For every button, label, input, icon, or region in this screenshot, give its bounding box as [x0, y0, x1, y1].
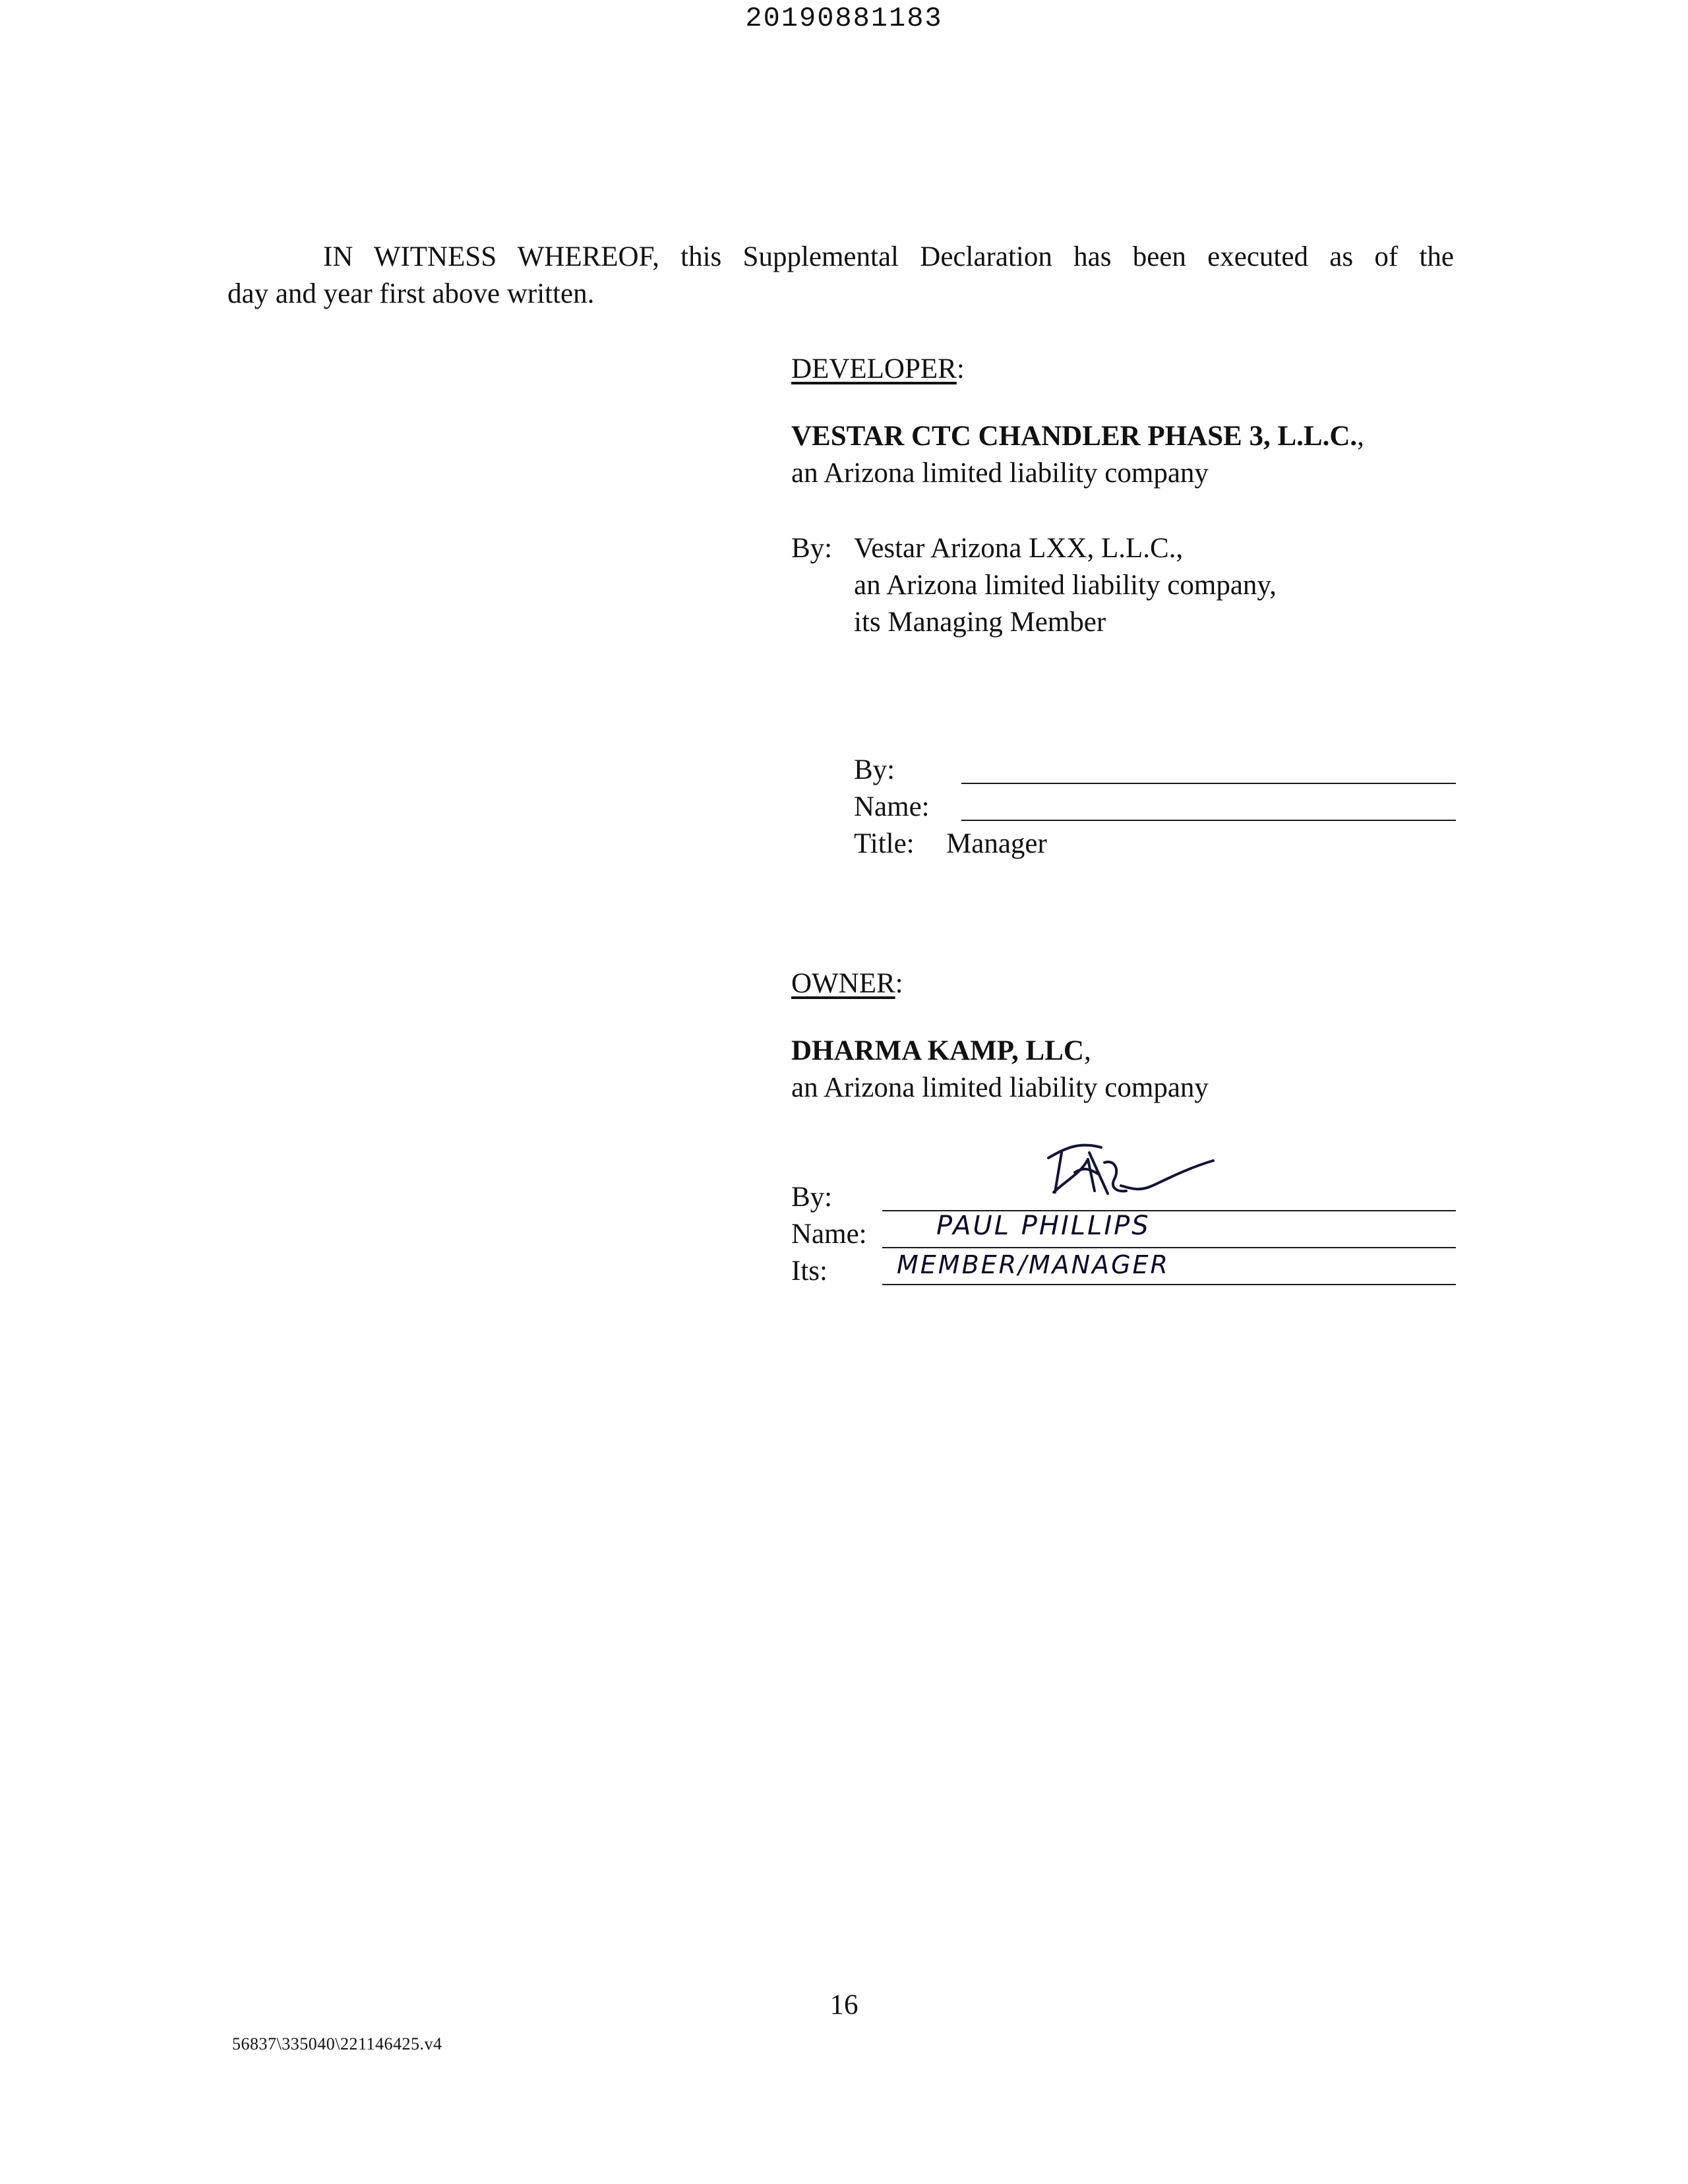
- owner-its-label: Its:: [791, 1256, 828, 1287]
- owner-company-comma: ,: [1083, 1035, 1091, 1066]
- owner-heading-text: OWNER: [791, 968, 895, 999]
- developer-company: [791, 418, 1364, 455]
- owner-company-name: DHARMA KAMP, LLC: [791, 1035, 1084, 1066]
- developer-name-line: [961, 820, 1456, 821]
- developer-member-name: Vestar Arizona LXX, L.L.C.,: [854, 533, 1184, 564]
- witness-clause: [227, 239, 1454, 313]
- owner-name-line: [882, 1247, 1456, 1248]
- witness-line-1: IN WITNESS WHEREOF, this Supplemental Declaration has been executed as of the: [323, 241, 1454, 272]
- developer-company-name: VESTAR CTC CHANDLER PHASE 3, L.L.C.: [791, 421, 1358, 452]
- developer-company-comma: ,: [1357, 421, 1364, 452]
- developer-by-prefix: By:: [791, 533, 833, 564]
- owner-heading: [791, 965, 903, 1002]
- owner-its-line: [882, 1284, 1456, 1285]
- document-id: 56837\335040\221146425.v4: [232, 2034, 442, 2053]
- developer-heading-text: DEVELOPER: [791, 353, 957, 384]
- owner-heading-colon: :: [895, 968, 903, 999]
- developer-member-type: an Arizona limited liability company,: [854, 570, 1277, 601]
- witness-line-2: day and year first above written.: [227, 278, 595, 309]
- developer-member-role: its Managing Member: [854, 607, 1106, 638]
- record-number: 20190881183: [745, 3, 943, 34]
- developer-by-signature-line: [961, 783, 1456, 784]
- owner-name-label: Name:: [791, 1219, 867, 1250]
- page-number: 16: [829, 1989, 859, 2020]
- developer-heading: [791, 351, 965, 388]
- developer-company-type: an Arizona limited liability company: [791, 458, 1209, 489]
- developer-title-label: Title:: [854, 828, 915, 859]
- owner-by-label: By:: [791, 1182, 833, 1213]
- developer-by-label: By:: [854, 754, 895, 785]
- owner-its-handwritten: MEMBER/MANAGER: [897, 1250, 1170, 1279]
- developer-title-value: Manager: [946, 828, 1047, 859]
- developer-heading-colon: :: [956, 353, 965, 384]
- developer-name-label: Name:: [854, 791, 930, 822]
- owner-company: [791, 1033, 1091, 1070]
- owner-name-handwritten: PAUL PHILLIPS: [936, 1211, 1151, 1241]
- owner-company-type: an Arizona limited liability company: [791, 1072, 1209, 1103]
- owner-signature-icon: [1042, 1133, 1240, 1205]
